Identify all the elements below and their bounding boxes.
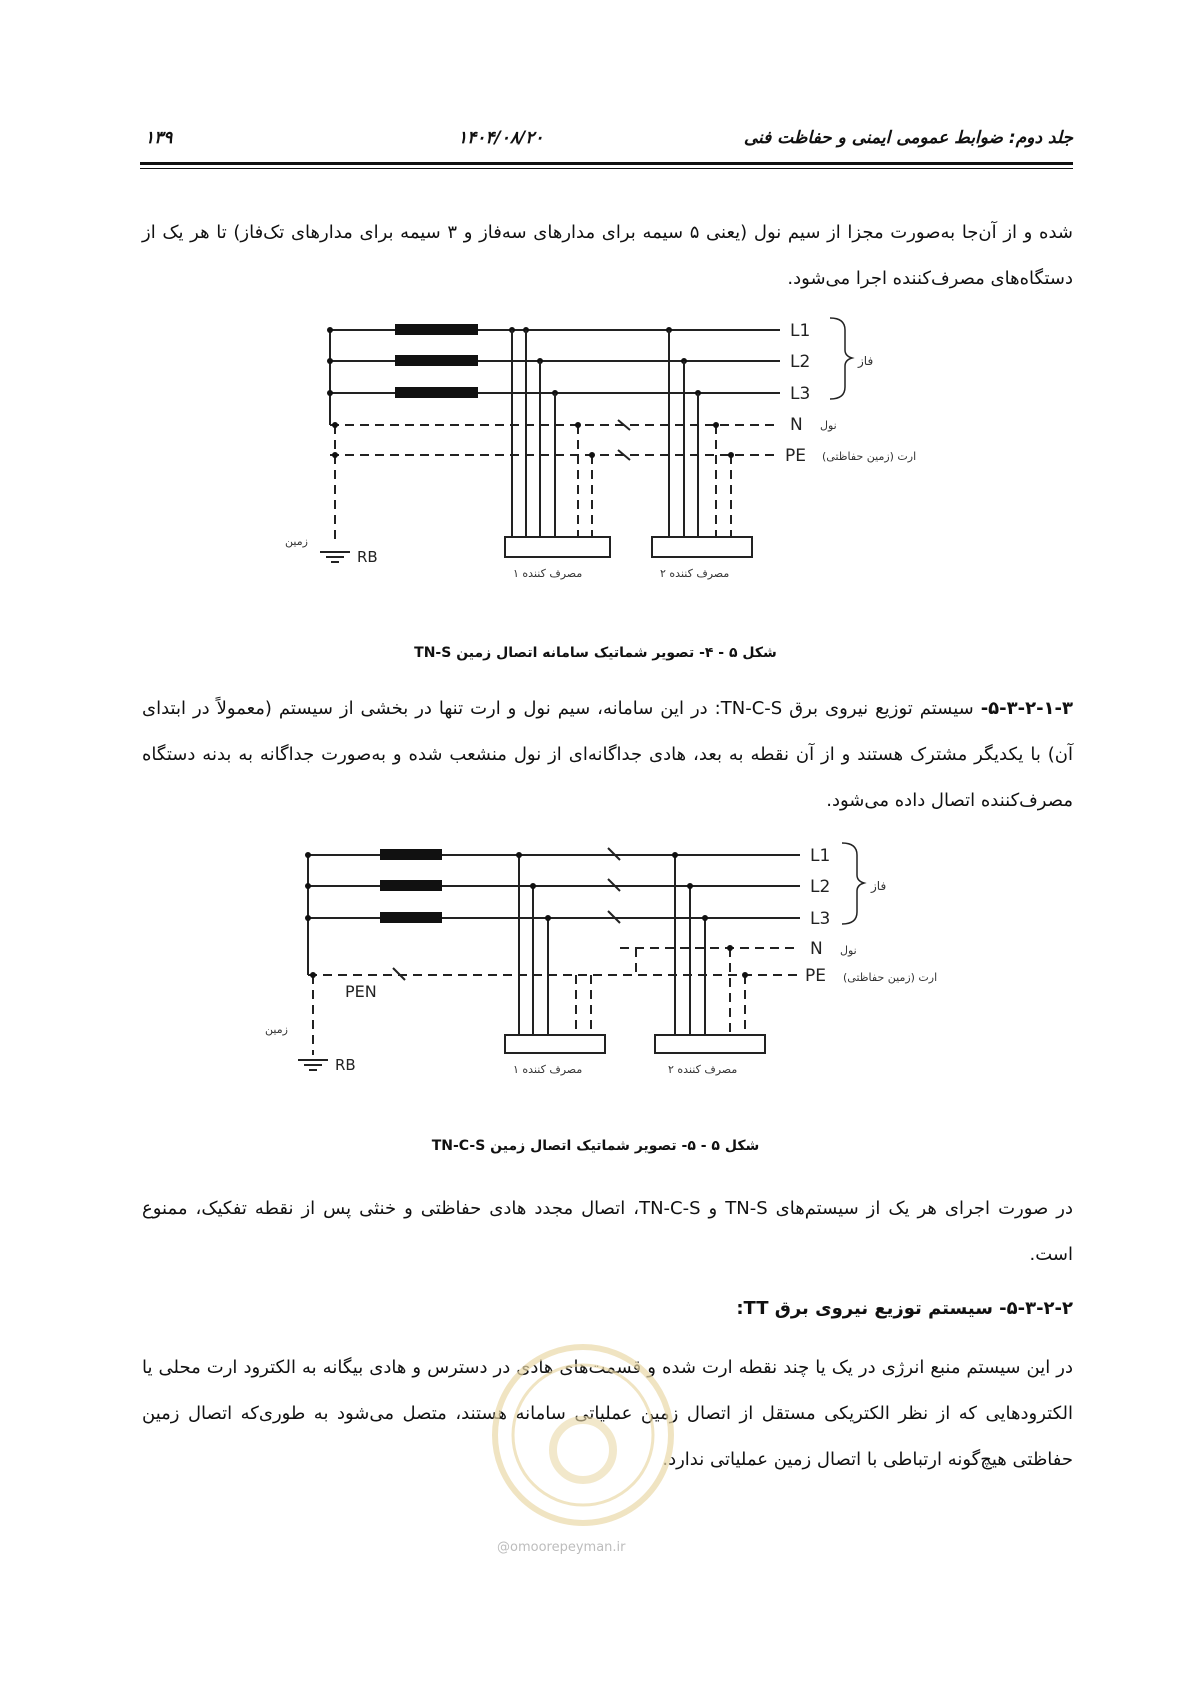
watermark-text: @omoorepeyman.ir <box>497 1540 626 1555</box>
label-consumer-1: مصرف کننده ۱ <box>513 567 583 580</box>
label-l2: L2 <box>790 352 811 372</box>
label-l3: L3 <box>790 384 811 404</box>
figure-4-caption: شکل ۵ - ۴- تصویر شماتیک سامانه اتصال زمین TN-S <box>414 645 777 661</box>
label-l1: L1 <box>810 846 831 866</box>
watermark-seal <box>488 1340 678 1530</box>
paragraph-tn-c-s <box>142 686 1073 824</box>
figure-5-caption: شکل ۵ - ۵- تصویر شماتیک اتصال زمین TN-C-S <box>431 1138 760 1154</box>
label-ground: زمین <box>265 1023 288 1036</box>
label-ground: زمین <box>285 535 308 548</box>
paragraph-continuation: شده و از آن‌جا به‌صورت مجزا از سیم نول (یعنی ۵ سیمه برای مدارهای سه‌فاز و ۳ سیمه برای مدارهای تک‌فاز) تا هر یک از دستگاه‌های مصرف‌کننده اجرا می‌شود. <box>142 222 1073 289</box>
label-l2: L2 <box>810 877 831 897</box>
label-consumer-2: مصرف کننده ۲ <box>668 1063 738 1076</box>
section-heading-tt: ۵-۳-۲-۲- سیستم توزیع نیروی برق TT: <box>736 1298 1073 1319</box>
label-earth-pe: ارت (زمین حفاظتی) <box>822 450 917 463</box>
label-consumer-2: مصرف کننده ۲ <box>660 567 730 580</box>
paragraph-tt-system: در این سیستم منبع انرژی در یک یا چند نقطه ارت شده و قسمت‌های هادی در دسترس و هادی بیگانه به الکترود ارت محلی یا الکترودهایی که از نظر الکتریکی مستقل از اتصال زمین عملیاتی سامانه هستند، متصل می‌شود به طوری‌که اتصال زمین حفاظتی هیچ‌گونه ارتباطی با اتصال زمین عملیاتی ندارد. <box>142 1357 1073 1470</box>
page-number: ۱۳۹ <box>145 128 173 148</box>
label-pe: PE <box>805 966 826 986</box>
tn-c-s-diagram <box>0 830 1191 1100</box>
tn-s-diagram <box>0 0 1191 620</box>
label-neutral: نول <box>820 419 837 432</box>
label-phase: فاز <box>871 879 887 893</box>
label-pen: PEN <box>345 982 377 1001</box>
label-consumer-1: مصرف کننده ۱ <box>513 1063 583 1076</box>
running-header-title: جلد دوم: ضوابط عمومی ایمنی و حفاظت فنی <box>743 128 1073 148</box>
label-n: N <box>790 415 803 435</box>
label-rb: RB <box>335 1056 356 1074</box>
label-phase: فاز <box>858 354 874 368</box>
label-earth-pe: ارت (زمین حفاظتی) <box>843 971 938 984</box>
header-date: ۱۴۰۴/۰۸/۲۰ <box>458 128 544 148</box>
paragraph-separation-rule: در صورت اجرای هر یک از سیستم‌های TN-S و TN-C-S، اتصال مجدد هادی حفاظتی و خنثی پس از نقطه تفکیک، ممنوع است. <box>142 1198 1073 1265</box>
paragraph-tn-c-s-text: سیستم توزیع نیروی برق TN-C-S: در این سامانه، سیم نول و ارت تنها در بخشی از سیستم (معمولاً در ابتدای آن) با یکدیگر مشترک هستند و از آن نقطه به بعد، هادی جداگانه‌ای از نول منشعب شده و به‌صورت جداگانه به بدنه دستگاه مصرف‌کننده اتصال داده می‌شود. <box>142 698 1073 811</box>
label-n: N <box>810 939 823 959</box>
section-number: ۵-۳-۲-۱-۳- <box>980 698 1073 719</box>
label-rb: RB <box>357 548 378 566</box>
label-l1: L1 <box>790 321 811 341</box>
label-pe: PE <box>785 446 806 466</box>
label-l3: L3 <box>810 909 831 929</box>
label-neutral: نول <box>840 944 857 957</box>
